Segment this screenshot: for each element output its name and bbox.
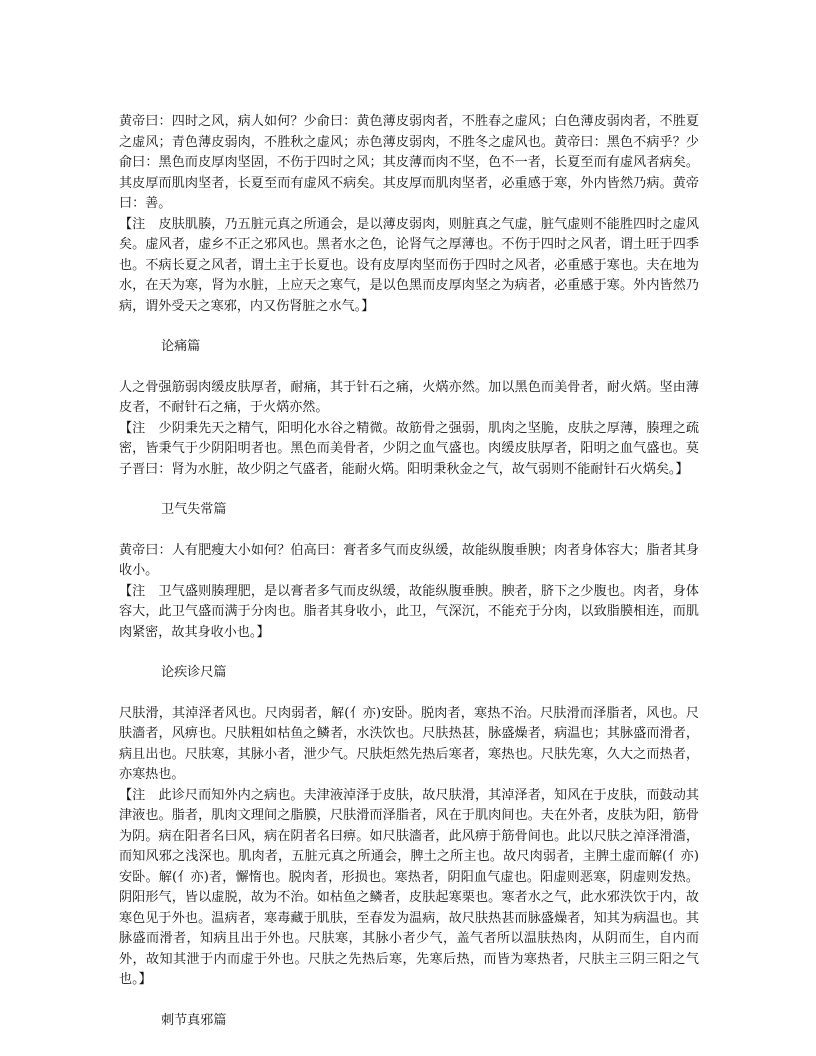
section-3-text: 黄帝曰：人有肥瘦大小如何？伯高曰：膏者多气而皮纵缓，故能纵腹垂腴；肉者身体容大；脂者其身收小。 bbox=[119, 542, 699, 578]
section-5-heading: 刺节真邪篇 bbox=[161, 1012, 227, 1028]
document-page bbox=[119, 112, 699, 1031]
section-4-note: 【注 此诊尺而知外内之病也。夫津液淖泽于皮肤，故尺肤滑，其淖泽者，知风在于皮肤，而鼓动其津液也。脂者，肌肉文理间之脂膜，尺肤滑而泽脂者，风在于肌肉间也。夫在外者，皮肤为阳，筋骨为阴。病在阳者名曰风，病在阴者名曰痹。如尺肤濇者，此风痹于筋骨间也。此以尺肤之淖泽滑濇，而知风邪之浅深也。肌肉者，五脏元真之所通会，脾土之所主也。故尺肉弱者，主脾土虚而解(亻亦)安卧。解(亻亦)者，懈惰也。脱肉者，形损也。寒热者，阴阳血气虚也。阳虚则恶寒，阴虚则发热。阴阳形气，皆以虚脱，故为不治。如枯鱼之鳞者，皮肤起寒栗也。寒者水之气，此水邪泆饮于内，故寒色见于外也。温病者，寒毒藏于肌肤，至春发为温病，故尺肤热甚而脉盛燥者，知其为病温也。其脉盛而滑者，知病且出于外也。尺肤寒，其脉小者少气，盖气者所以温肤热肉，从阴而生，自内而外，故知其泄于内而虚于外也。尺肤之先热后寒，先寒后热，而皆为寒热者，尺肤主三阴三阳之气也。】 bbox=[119, 787, 699, 987]
section-2-heading: 论痛篇 bbox=[161, 339, 201, 354]
section-1-note: 【注 皮肤肌腠，乃五脏元真之所通会，是以薄皮弱肉，则脏真之气虚，脏气虚则不能胜四时之虚风矣。虚风者，虚乡不正之邪风也。黑者水之色，论肾气之厚薄也。不伤于四时之风者，谓土旺于四季也。不病长夏之风者，谓土主于长夏也。设有皮厚肉坚而伤于四时之风者，必重感于寒也。夫在地为水，在天为寒，肾为水脏，上应天之寒气，是以色黑而皮厚肉坚之为病者，必重感于寒。外内皆然乃病，谓外受天之寒邪，内又伤肾脏之水气。】 bbox=[119, 216, 699, 314]
section-4-text: 尺肤滑，其淖泽者风也。尺肉弱者，解(亻亦)安卧。脱肉者，寒热不治。尺肤滑而泽脂者，风也。尺肤濇者，风痹也。尺肤粗如枯鱼之鳞者，水泆饮也。尺肤热甚，脉盛燥者，病温也；其脉盛而滑者，病且出也。尺肤寒，其脉小者，泄少气。尺肤炬然先热后寒者，寒热也。尺肤先寒，久大之而热者，亦寒热也。 bbox=[119, 705, 699, 782]
section-3-heading: 卫气失常篇 bbox=[161, 502, 227, 517]
section-4-heading: 论疾诊尺篇 bbox=[161, 665, 227, 680]
section-2-text: 人之骨强筋弱肉缓皮肤厚者，耐痛，其于针石之痛，火焫亦然。加以黑色而美骨者，耐火焫。坚由薄皮者，不耐针石之痛，于火焫亦然。 bbox=[119, 379, 699, 415]
section-1-text: 黄帝曰：四时之风，病人如何？少俞曰：黄色薄皮弱肉者，不胜春之虚风；白色薄皮弱肉者，不胜夏之虚风；青色薄皮弱肉，不胜秋之虚风；赤色薄皮弱肉，不胜冬之虚风也。黄帝曰：黑色不病乎？少俞曰：黑色而皮厚肉坚固，不伤于四时之风；其皮薄而肉不坚，色不一者，长夏至而有虚风者病矣。其皮厚而肌肉坚者，长夏至而有虚风不病矣。其皮厚而肌肉坚者，必重感于寒，外内皆然乃病。黄帝曰：善。 bbox=[119, 114, 699, 211]
section-2-note: 【注 少阴秉先天之精气，阳明化水谷之精微。故筋骨之强弱，肌肉之坚脆，皮肤之厚薄，腠理之疏密，皆秉气于少阴阳明者也。黑色而美骨者，少阴之血气盛也。肉缓皮肤厚者，阳明之血气盛也。莫子晋曰：肾为水脏，故少阴之气盛者，能耐火焫。阳明秉秋金之气，故气弱则不能耐针石火焫矣。】 bbox=[119, 420, 699, 477]
section-3-note: 【注 卫气盛则腠理肥，是以膏者多气而皮纵缓，故能纵腹垂腴。腴者，脐下之少腹也。肉者，身体容大，此卫气盛而满于分肉也。脂者其身收小，此卫，气深沉，不能充于分肉，以致脂膜相连，而肌肉紧密，故其身收小也。】 bbox=[119, 583, 699, 640]
